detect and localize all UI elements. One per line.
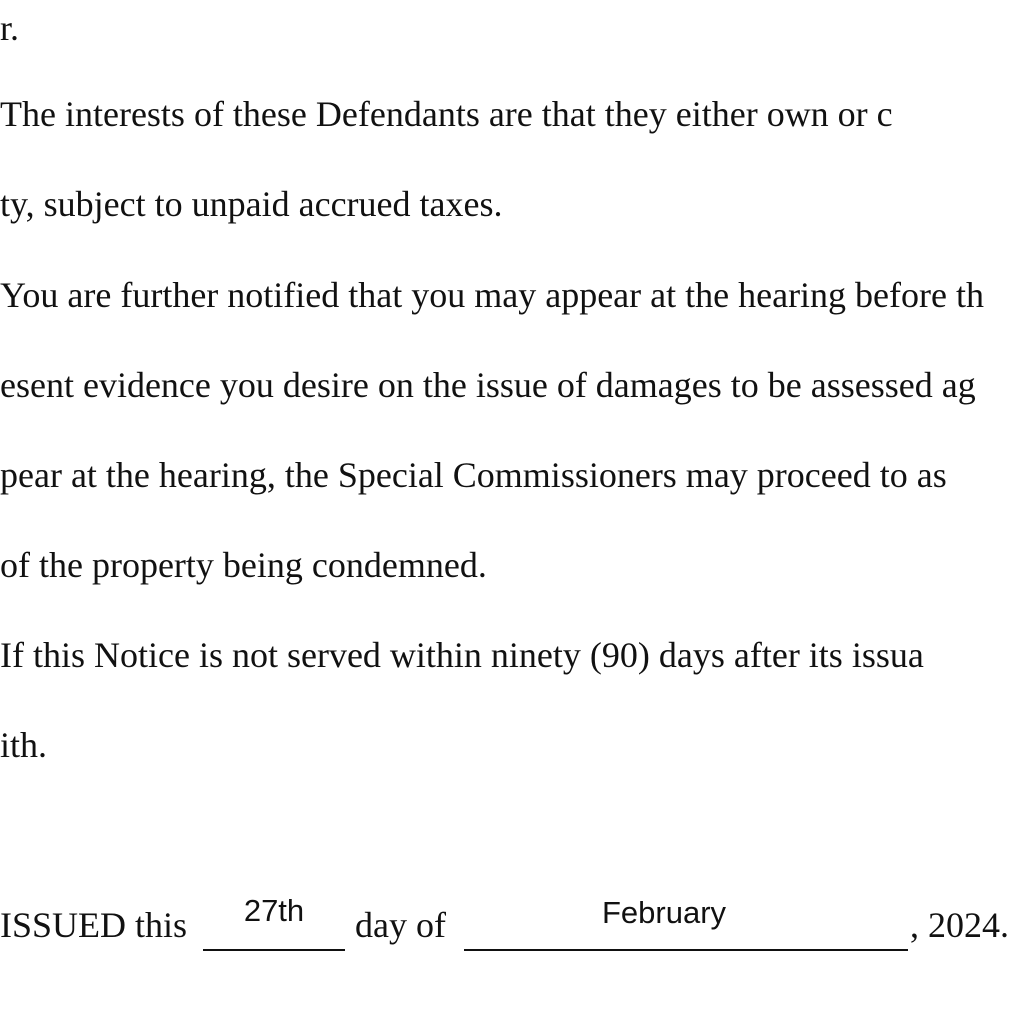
text-line: esent evidence you desire on the issue of damages to be assessed ag (0, 365, 976, 405)
month-field: February (601, 895, 727, 930)
text-line: of the property being condemned. (0, 545, 487, 585)
issued-prefix: ISSUED this (0, 905, 188, 945)
day-field: 27th (243, 893, 305, 928)
text-line: ty, subject to unpaid accrued taxes. (0, 184, 503, 224)
text-line: If this Notice is not served within ninety (90) days after its issua (0, 635, 924, 675)
text-line: The interests of these Defendants are that they either own or c (0, 94, 893, 134)
issued-middle: day of (355, 905, 446, 945)
text-line: You are further notified that you may appear at the hearing before th (0, 275, 984, 315)
issued-suffix: , 2024. (910, 905, 1009, 945)
text-line: r. (0, 8, 20, 48)
text-line: pear at the hearing, the Special Commissioners may proceed to as (0, 455, 947, 495)
text-line: ith. (0, 725, 48, 765)
